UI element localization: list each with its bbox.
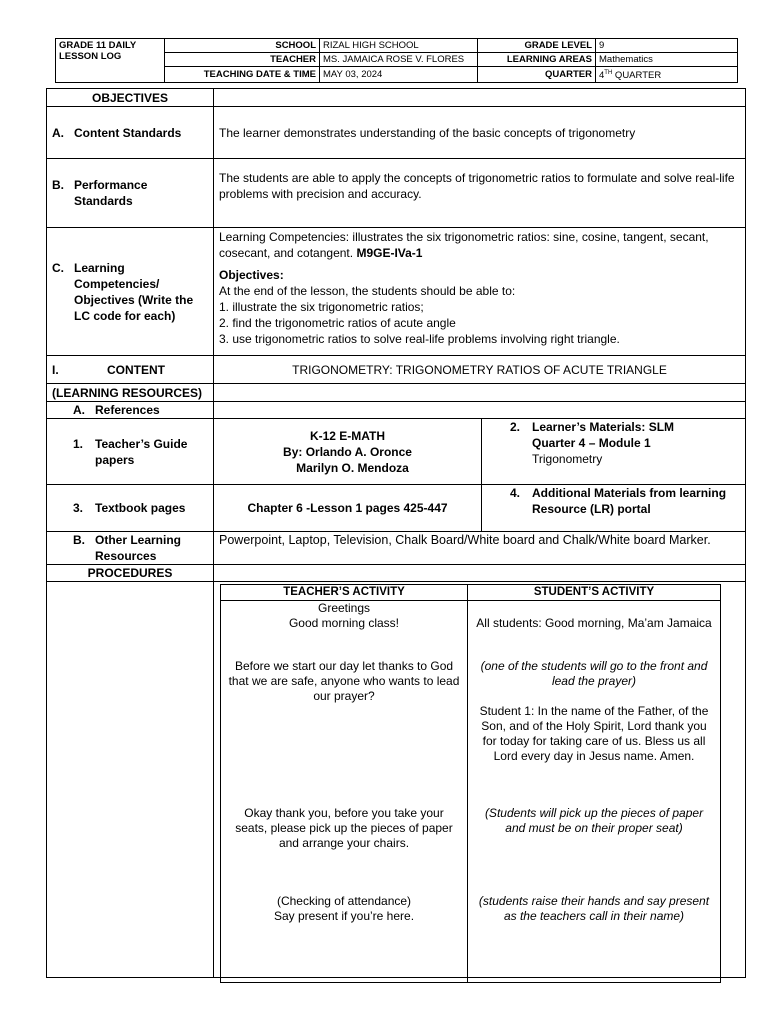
- content-label: [47, 356, 214, 384]
- item-letter: C.: [52, 260, 64, 275]
- quarter-text: QUARTER: [612, 70, 662, 82]
- item-label: Textbook pages: [95, 501, 186, 515]
- students-activity-column: [468, 601, 721, 983]
- objectives-intro: At the end of the lesson, the students should be able to:: [219, 284, 516, 298]
- learners-materials: [482, 419, 746, 485]
- lc-text: Learning Competencies: illustrates the six trigonometric ratios: sine, cosine, tangent, secant, cosecant, and cotangent.: [219, 230, 709, 260]
- learning-competencies-text: [214, 228, 746, 356]
- item-label: Performance Standards: [74, 178, 148, 208]
- item-label: Learning Competencies/ Objectives (Write the LC code for each): [74, 260, 194, 323]
- content-text: TRIGONOMETRY: TRIGONOMETRY RATIOS OF ACUTE TRIANGLE: [214, 356, 746, 384]
- students-activity-heading: STUDENT’S ACTIVITY: [468, 585, 721, 601]
- item-label: Content Standards: [74, 125, 182, 140]
- teacher-label: TEACHER: [165, 53, 320, 67]
- performance-standards-text: The students are able to apply the concepts of trigonometric ratios to formulate and solve real-life problems with precision and accuracy.: [214, 159, 746, 228]
- item-letter: A.: [73, 403, 85, 417]
- tg-line-3: Marilyn O. Mendoza: [296, 460, 409, 475]
- teacher-attendance: [227, 894, 461, 924]
- student-seats: (Students will pick up the pieces of paper and must be on their proper seat): [484, 806, 704, 835]
- areas-value: Mathematics: [596, 53, 738, 67]
- areas-label: LEARNING AREAS: [478, 53, 596, 67]
- tg-line-1: K-12 E-MATH: [309, 428, 386, 443]
- header-table: [55, 38, 738, 83]
- objectives-heading: OBJECTIVES: [47, 89, 214, 107]
- teacher-value: MS. JAMAICA ROSE V. FLORES: [320, 53, 478, 67]
- date-label: TEACHING DATE & TIME: [165, 67, 320, 83]
- greetings-line: Greetings: [317, 601, 371, 615]
- quarter-suffix: TH: [604, 70, 613, 76]
- item-letter: B.: [73, 533, 85, 547]
- objectives-subheading: Objectives:: [219, 268, 284, 282]
- say-present-line: Say present if you’re here.: [273, 909, 415, 923]
- objective-3: 3. use trigonometric ratios to solve real-life problems involving right triangle.: [219, 332, 620, 346]
- school-label: SCHOOL: [165, 39, 320, 53]
- item-letter: A.: [52, 125, 64, 140]
- item-label: Teacher’s Guide papers: [95, 436, 188, 467]
- teacher-seats: Okay thank you, before you take your seats, please pick up the pieces of paper and arrange your chairs.: [235, 806, 453, 850]
- am-text: Additional Materials from learning Resource (LR) portal: [532, 486, 727, 516]
- student-greeting: All students: Good morning, Ma’am Jamaica: [476, 616, 712, 630]
- teachers-guide-label: [47, 419, 214, 485]
- lm-line-2: Quarter 4 – Module 1: [532, 436, 651, 450]
- teachers-activity-column: [221, 601, 468, 983]
- content-standards-label: [47, 107, 214, 159]
- attendance-line: (Checking of attendance): [276, 894, 412, 908]
- other-resources-label: [47, 532, 214, 565]
- item-number: 3.: [73, 501, 84, 515]
- item-number: I.: [52, 362, 59, 377]
- student-prayer-lead: (one of the students will go to the front and lead the prayer): [480, 659, 708, 688]
- lm-line-1: Learner’s Materials: SLM: [532, 420, 675, 434]
- textbook-pages-label: [47, 485, 214, 532]
- procedures-heading: PROCEDURES: [47, 565, 214, 582]
- teachers-guide-text: [214, 419, 482, 485]
- teacher-prayer: Before we start our day let thanks to God that we are safe, anyone who wants to lead our prayer?: [228, 659, 460, 703]
- item-number: 2.: [510, 420, 521, 434]
- objective-2: 2. find the trigonometric ratios of acute angle: [219, 316, 456, 330]
- performance-standards-label: [47, 159, 214, 228]
- objective-1: 1. illustrate the six trigonometric ratios;: [219, 300, 424, 314]
- student-attendance: (students raise their hands and say present as the teachers call in their name): [478, 894, 710, 923]
- item-label: CONTENT: [107, 362, 165, 377]
- textbook-pages-text: Chapter 6 -Lesson 1 pages 425-447: [214, 485, 482, 532]
- teachers-activity-heading: TEACHER’S ACTIVITY: [221, 585, 468, 601]
- quarter-label: QUARTER: [478, 67, 596, 83]
- content-standards-text: The learner demonstrates understanding of the basic concepts of trigonometry: [214, 107, 746, 159]
- student-prayer: Student 1: In the name of the Father, of the Son, and of the Holy Spirit, Lord thank you for today for taking care of us. Bless us all Lord every day in Jesus name. Amen.: [479, 704, 709, 763]
- good-morning-line: Good morning class!: [288, 616, 400, 630]
- quarter-number: 4: [599, 70, 605, 82]
- date-value: MAY 03, 2024: [320, 67, 478, 83]
- item-label: References: [95, 403, 160, 417]
- item-number: 1.: [73, 436, 84, 451]
- item-letter: B.: [52, 178, 64, 192]
- teacher-greetings: [227, 601, 461, 631]
- tg-line-2: By: Orlando A. Oronce: [283, 444, 412, 459]
- learning-resources-heading: (LEARNING RESOURCES): [47, 384, 214, 402]
- lm-line-3: Trigonometry: [532, 452, 603, 466]
- learning-competencies-label: [47, 228, 214, 356]
- log-title: GRADE 11 DAILY LESSON LOG: [56, 39, 165, 83]
- grade-label: GRADE LEVEL: [478, 39, 596, 53]
- item-number: 4.: [510, 486, 521, 500]
- quarter-value: [596, 67, 738, 83]
- procedures-table: [220, 584, 721, 983]
- additional-materials: [482, 485, 746, 532]
- other-resources-text: Powerpoint, Laptop, Television, Chalk Board/White board and Chalk/White board Marker.: [214, 532, 746, 565]
- item-label: Other Learning Resources: [95, 533, 182, 563]
- school-value: RIZAL HIGH SCHOOL: [320, 39, 478, 53]
- grade-value: 9: [596, 39, 738, 53]
- references-label: [47, 402, 214, 419]
- lc-code: M9GE-IVa-1: [356, 246, 423, 260]
